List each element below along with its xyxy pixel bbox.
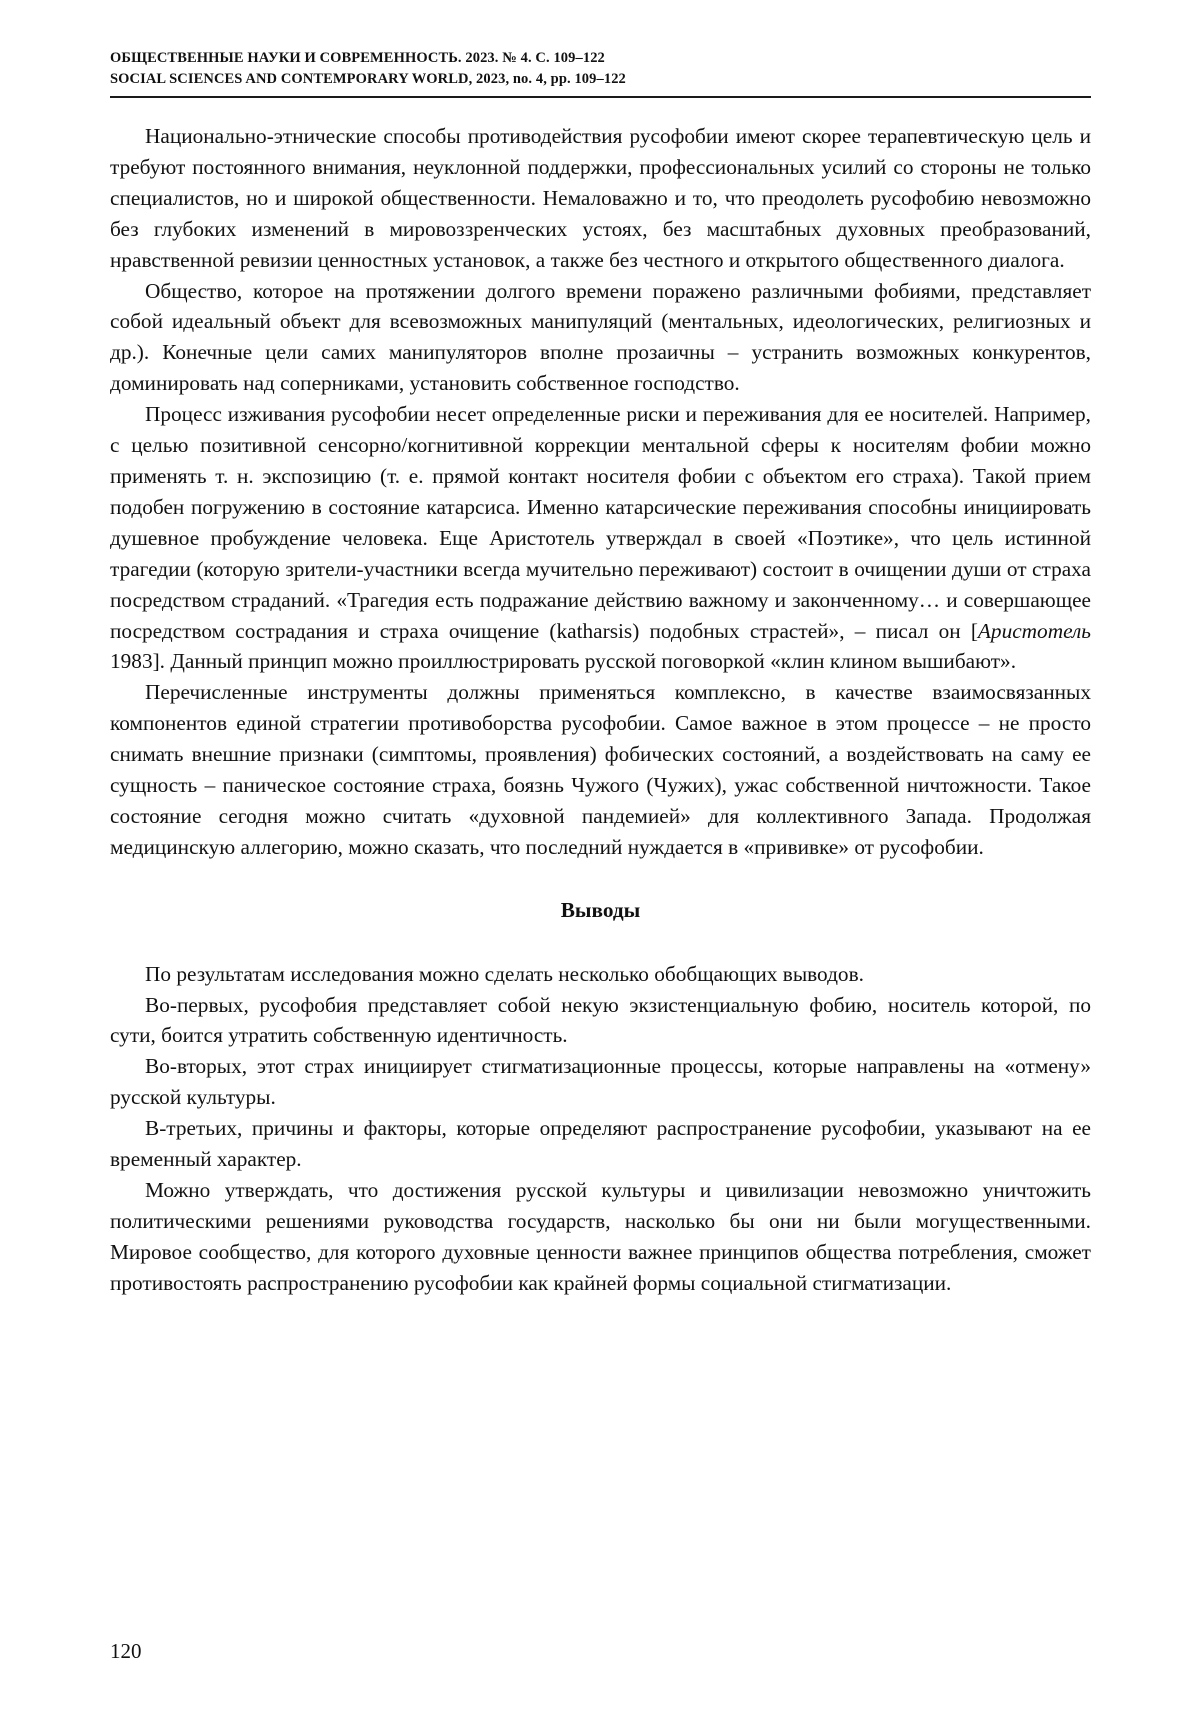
- section-heading: Выводы: [560, 897, 641, 922]
- paragraph-text: 1983]. Данный принцип можно проиллюстрировать русской поговоркой «клин клином вышибают».: [110, 649, 1017, 674]
- body-paragraph: Общество, которое на протяжении долгого времени поражено различными фобиями, представляет собой идеальный объект для всевозможных манипуляций (ментальных, идеологических, религиозных и др.). Конечные цели самих манипуляторов вполне прозаичны – устранить возможных конкурентов, доминировать над соперниками, установить собственное господство.: [110, 278, 1091, 396]
- running-header: [110, 48, 1091, 98]
- conclusion-paragraph: В-третьих, причины и факторы, которые определяют распространение русофобии, указывают на ее временный характер.: [110, 1116, 1091, 1172]
- citation-author: Аристотель: [977, 618, 1091, 643]
- article-body: [110, 121, 1091, 1299]
- conclusion-paragraph: Можно утверждать, что достижения русской культуры и цивилизации невозможно уничтожить политическими решениями руководства государств, насколько бы они ни были могущественными. Мировое сообщество, для которого духовные ценности важнее принципов общества потребления, сможет противостоять распространению русофобии как крайней формы социальной стигматизации.: [110, 1178, 1091, 1295]
- body-paragraph-citation: [110, 399, 1091, 677]
- conclusion-paragraph: По результатам исследования можно сделать несколько обобщающих выводов.: [145, 961, 864, 986]
- conclusion-paragraph: Во-первых, русофобия представляет собой некую экзистенциальную фобию, носитель которой, по сути, боится утратить собственную идентичность.: [110, 992, 1091, 1048]
- body-paragraph: Национально-этнические способы противодействия русофобии имеют скорее терапевтическую цель и требуют постоянного внимания, неуклонной поддержки, профессиональных усилий со стороны не только специалистов, но и широкой общественности. Немаловажно и то, что преодолеть русофобию невозможно без глубоких изменений в мировоззренческих устоях, без масштабных духовных преобразований, нравственной ревизии ценностных установок, а также без честного и открытого общественного диалога.: [110, 124, 1091, 272]
- journal-title-en: SOCIAL SCIENCES AND CONTEMPORARY WORLD, 2023, no. 4, pp. 109–122: [110, 71, 626, 87]
- body-paragraph: Перечисленные инструменты должны применяться комплексно, в качестве взаимосвязанных компонентов единой стратегии противоборства русофобии. Самое важное в этом процессе – не просто снимать внешние признаки (симптомы, проявления) фобических состояний, а воздействовать на саму ее сущность – паническое состояние страха, боязнь Чужого (Чужих), ужас собственной ничтожности. Такое состояние сегодня можно считать «духовной пандемией» для коллективного Запада. Продолжая медицинскую аллегорию, можно сказать, что последний нуждается в «прививке» от русофобии.: [110, 680, 1091, 859]
- conclusion-paragraph: Во-вторых, этот страх инициирует стигматизационные процессы, которые направлены на «отмену» русской культуры.: [110, 1054, 1091, 1110]
- page-number: 120: [110, 1639, 142, 1663]
- journal-title-ru: ОБЩЕСТВЕННЫЕ НАУКИ И СОВРЕМЕННОСТЬ. 2023. № 4. С. 109–122: [110, 50, 605, 66]
- paragraph-text: Процесс изживания русофобии несет определенные риски и переживания для ее носителей. Например, с целью позитивной сенсорно/когнитивной коррекции ментальной сферы к носителям фобии можно применять т. н. экспозицию (т. е. прямой контакт носителя фобии с объектом его страха). Такой прием подобен погружению в состояние катарсиса. Именно катарсические переживания способны инициировать душевное пробуждение человека. Еще Аристотель утверждал в своей «Поэтике», что цель истинной трагедии (которую зрители-участники всегда мучительно переживают) состоит в очищении души от страха посредством страданий. «Трагедия есть подражание действию важному и законченному… и совершающее посредством сострадания и страха очищение (katharsis) подобных страстей», – писал он [: [110, 402, 1091, 643]
